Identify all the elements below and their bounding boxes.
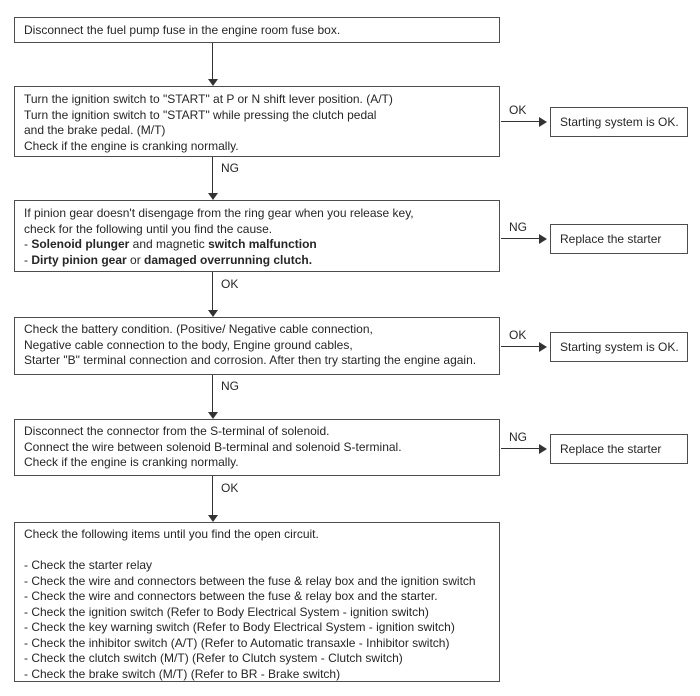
down-arrow-line-3 xyxy=(212,272,213,310)
process-box-turn-ignition-start xyxy=(14,86,500,157)
text-line: Disconnect the connector from the S-terminal of solenoid. xyxy=(24,424,330,438)
text-line xyxy=(24,543,490,559)
process-box-battery-condition-check xyxy=(14,317,500,375)
text-line: - Check the clutch switch (M/T) (Refer to Clutch system - Clutch switch) xyxy=(24,651,403,665)
down-arrow-label-ok: OK xyxy=(221,277,239,291)
text-line: - Check the starter relay xyxy=(24,558,153,572)
text-line: Negative cable connection to the body, Engine ground cables, xyxy=(24,337,353,352)
down-arrowhead-icon-2 xyxy=(208,193,218,200)
text-line: Check if the engine is cranking normally. xyxy=(24,455,239,469)
down-arrow-label-ok: OK xyxy=(221,481,239,495)
side-arrow-label-ng: NG xyxy=(509,220,527,234)
down-arrow-line-2 xyxy=(212,157,213,193)
side-arrow-label-ng: NG xyxy=(509,430,527,444)
down-arrowhead-icon-5 xyxy=(208,515,218,522)
down-arrow-line-1 xyxy=(212,43,213,79)
result-box-replace-starter: Replace the starter xyxy=(550,224,688,254)
down-arrowhead-icon-1 xyxy=(208,79,218,86)
bold-text-segment: Dirty pinion gear xyxy=(31,252,127,267)
process-box-solenoid-terminal-test xyxy=(14,419,500,476)
process-box-open-circuit-checklist xyxy=(14,522,500,682)
side-arrow-line-1 xyxy=(501,121,540,122)
side-arrowhead-icon-1 xyxy=(539,117,547,127)
text-line: - Check the ignition switch (Refer to Body Electrical System - ignition switch) xyxy=(24,604,429,619)
down-arrow-line-5 xyxy=(212,476,213,515)
result-box-starting-system-ok: Starting system is OK. xyxy=(550,107,688,137)
text-line: check for the following until you find the cause. xyxy=(24,221,273,236)
text-line: and the brake pedal. (M/T) xyxy=(24,123,166,137)
text-line: Check the following items until you find the open circuit. xyxy=(24,527,319,541)
text-line: Disconnect the fuel pump fuse in the engine room fuse box. xyxy=(24,23,341,37)
text-segment: - xyxy=(24,252,32,267)
text-line: - Check the wire and connectors between the fuse & relay box and the ignition switch xyxy=(24,573,476,588)
side-arrowhead-icon-2 xyxy=(539,234,547,244)
down-arrow-line-4 xyxy=(212,375,213,412)
down-arrowhead-icon-4 xyxy=(208,412,218,419)
text-segment: - xyxy=(24,237,32,251)
text-line: Connect the wire between solenoid B-terminal and solenoid S-terminal. xyxy=(24,439,402,454)
down-arrow-label-ng: NG xyxy=(221,379,239,393)
down-arrowhead-icon-3 xyxy=(208,310,218,317)
text-segment: and magnetic xyxy=(129,237,209,251)
text-segment: or xyxy=(126,252,145,267)
bold-text-segment: damaged overrunning clutch. xyxy=(144,252,313,267)
text-line: Turn the ignition switch to "START" while pressing the clutch pedal xyxy=(24,107,377,122)
text-line: If pinion gear doesn't disengage from the ring gear when you release key, xyxy=(24,206,414,220)
text-line: Check if the engine is cranking normally. xyxy=(24,138,239,153)
text-line: - Check the inhibitor switch (A/T) (Refer to Automatic transaxle - Inhibitor switch) xyxy=(24,635,450,650)
side-arrow-line-4 xyxy=(501,448,540,449)
text-line: - Check the wire and connectors between the fuse & relay box and the starter. xyxy=(24,589,438,603)
process-box-disconnect-fuel-pump-fuse xyxy=(14,17,500,43)
side-arrow-line-2 xyxy=(501,238,540,239)
text-line: - Check the brake switch (M/T) (Refer to BR - Brake switch) xyxy=(24,666,341,681)
side-arrowhead-icon-4 xyxy=(539,444,547,454)
text-line: Turn the ignition switch to "START" at P or N shift lever position. (A/T) xyxy=(24,92,393,106)
bold-text-segment: Solenoid plunger xyxy=(31,237,130,251)
down-arrow-label-ng: NG xyxy=(221,161,239,175)
text-line: Starter "B" terminal connection and corrosion. After then try starting the engine again. xyxy=(24,353,477,367)
text-line xyxy=(24,253,490,269)
bold-text-segment: switch malfunction xyxy=(208,237,317,251)
result-box-replace-starter: Replace the starter xyxy=(550,434,688,464)
side-arrow-label-ok: OK xyxy=(509,328,527,342)
side-arrow-label-ok: OK xyxy=(509,103,527,117)
text-line: - Check the key warning switch (Refer to Body Electrical System - ignition switch) xyxy=(24,620,455,634)
side-arrow-line-3 xyxy=(501,346,540,347)
process-box-pinion-gear-check xyxy=(14,200,500,272)
text-line xyxy=(24,237,490,253)
result-box-starting-system-ok: Starting system is OK. xyxy=(550,332,688,362)
side-arrowhead-icon-3 xyxy=(539,342,547,352)
text-line: Check the battery condition. (Positive/ Negative cable connection, xyxy=(24,322,373,336)
